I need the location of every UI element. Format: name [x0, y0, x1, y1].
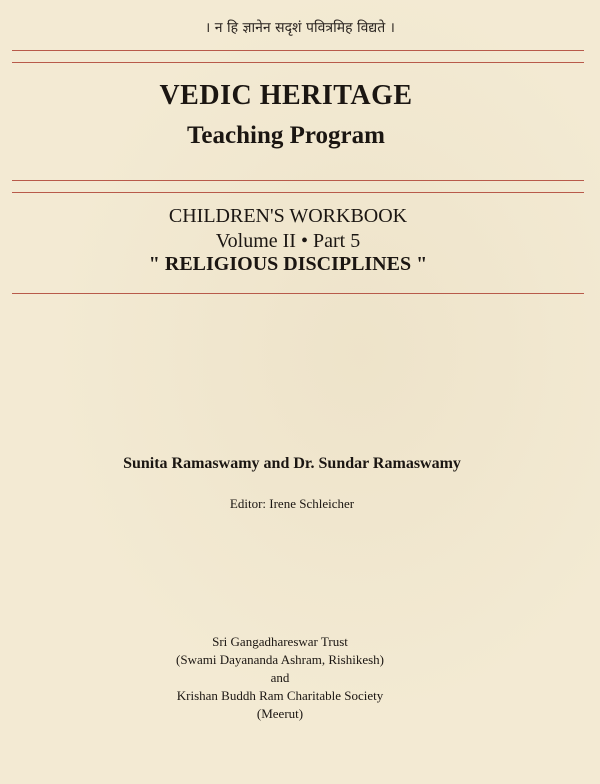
divider-rule [12, 50, 584, 51]
divider-rule [12, 293, 584, 294]
divider-rule [12, 62, 584, 63]
publisher-line: Krishan Buddh Ram Charitable Society [176, 688, 384, 703]
part-label: Part 5 [312, 230, 361, 252]
workbook-label: CHILDREN'S WORKBOOK [168, 205, 408, 227]
sanskrit-motto: । न हि ज्ञानेन सदृशं पवित्रमिह विद्यते । [205, 20, 395, 36]
bullet-separator: • [300, 230, 308, 252]
series-subtitle: Teaching Program [187, 122, 385, 149]
publisher-line: (Meerut) [256, 706, 304, 721]
divider-rule [12, 192, 584, 193]
series-title: VEDIC HERITAGE [159, 80, 413, 111]
editor-credit: Editor: Irene Schleicher [229, 496, 355, 511]
topic-title: " RELIGIOUS DISCIPLINES " [148, 253, 428, 275]
volume-part-line [0, 230, 588, 253]
publisher-line: Sri Gangadhareswar Trust [212, 634, 348, 649]
publisher-line: and [270, 670, 290, 685]
volume-label: Volume II [215, 230, 296, 252]
authors: Sunita Ramaswamy and Dr. Sundar Ramaswamy [123, 455, 461, 472]
divider-rule [12, 180, 584, 181]
publisher-line: (Swami Dayananda Ashram, Rishikesh) [176, 652, 384, 667]
